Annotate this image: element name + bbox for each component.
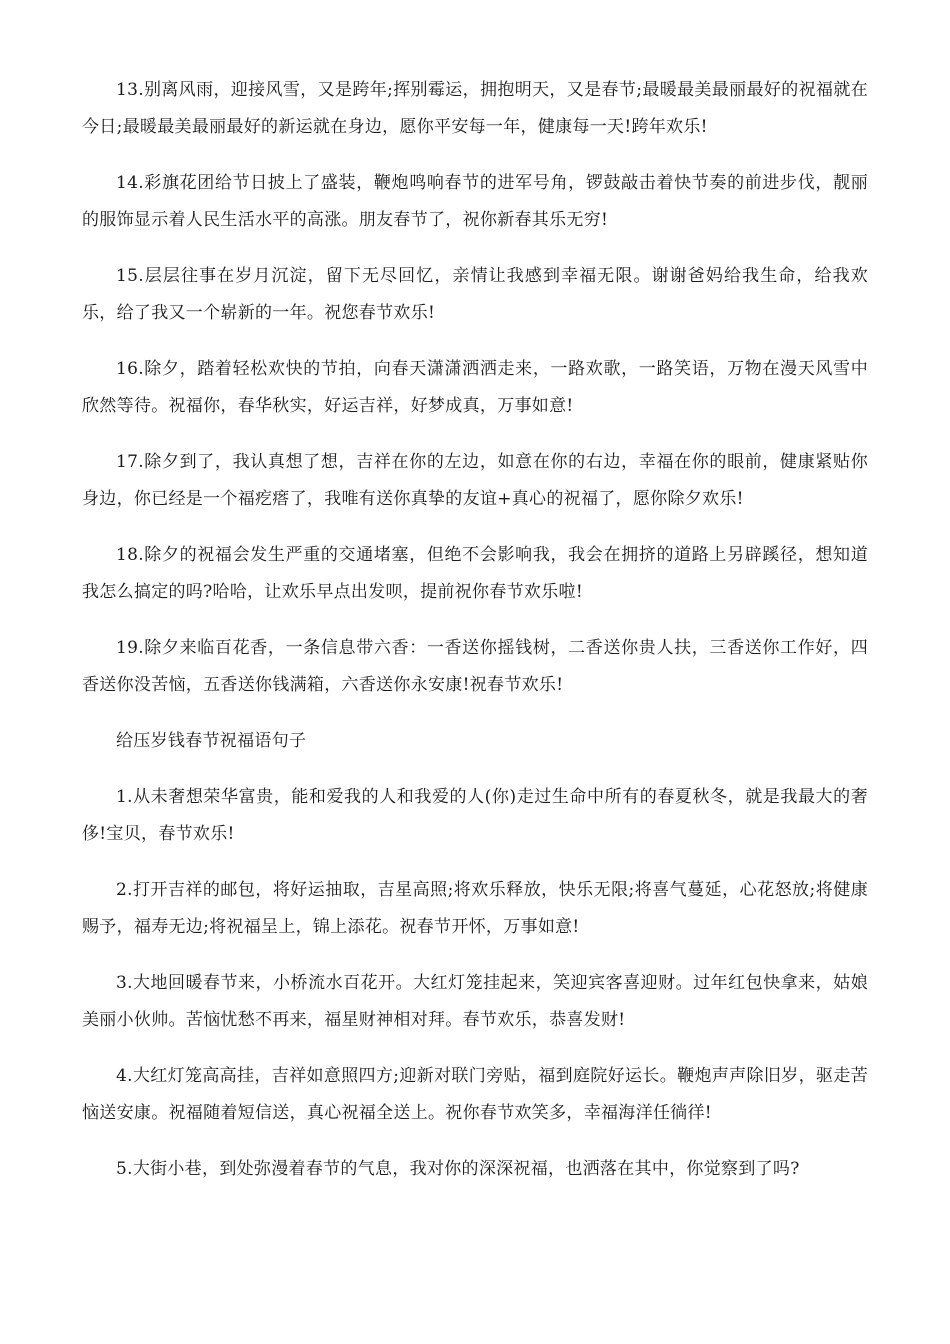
paragraph-5: 5.大街小巷，到处弥漫着春节的气息，我对你的深深祝福，也洒落在其中，你觉察到了吗? — [116, 1159, 800, 1179]
paragraph-1: 1.从未奢想荣华富贵，能和爱我的人和我爱的人(你)走过生命中所有的春夏秋冬，就是我最大的奢侈!宝贝，春节欢乐! — [82, 787, 868, 844]
paragraph-16: 16.除夕，踏着轻松欢快的节拍，向春天潇潇洒洒走来，一路欢歌，一路笑语，万物在漫天风雪中欣然等待。祝福你，春华秋实，好运吉祥，好梦成真，万事如意! — [82, 359, 868, 416]
paragraph-4: 4.大红灯笼高高挂，吉祥如意照四方;迎新对联门旁贴，福到庭院好运长。鞭炮声声除旧岁，驱走苦恼送安康。祝福随着短信送，真心祝福全送上。祝你春节欢笑多，幸福海洋任徜徉! — [82, 1066, 868, 1123]
paragraph-15: 15.层层往事在岁月沉淀，留下无尽回忆，亲情让我感到幸福无限。谢谢爸妈给我生命，给我欢乐，给了我又一个崭新的一年。祝您春节欢乐! — [82, 266, 868, 323]
paragraph-13: 13.别离风雨，迎接风雪，又是跨年;挥别霉运，拥抱明天，又是春节;最暖最美最丽最好的祝福就在今日;最暖最美最丽最好的新运就在身边，愿你平安每一年，健康每一天!跨年欢乐! — [82, 80, 868, 137]
paragraph-17: 17.除夕到了，我认真想了想，吉祥在你的左边，如意在你的右边，幸福在你的眼前，健康紧贴你身边，你已经是一个福疙瘩了，我唯有送你真挚的友谊+真心的祝福了，愿你除夕欢乐! — [82, 452, 868, 509]
paragraph-14: 14.彩旗花团给节日披上了盛装，鞭炮鸣响春节的进军号角，锣鼓敲击着快节奏的前进步伐，靓丽的服饰显示着人民生活水平的高涨。朋友春节了，祝你新春其乐无穷! — [82, 173, 868, 230]
paragraph-3: 3.大地回暖春节来，小桥流水百花开。大红灯笼挂起来，笑迎宾客喜迎财。过年红包快拿来，姑娘美丽小伙帅。苦恼忧愁不再来，福星财神相对拜。春节欢乐，恭喜发财! — [82, 973, 868, 1030]
paragraph-2: 2.打开吉祥的邮包，将好运抽取，吉星高照;将欢乐释放，快乐无限;将喜气蔓延，心花怒放;将健康赐予，福寿无边;将祝福呈上，锦上添花。祝春节开怀，万事如意! — [82, 880, 868, 937]
document-body — [82, 72, 868, 1207]
paragraph-18: 18.除夕的祝福会发生严重的交通堵塞，但绝不会影响我，我会在拥挤的道路上另辟蹊径，想知道我怎么搞定的吗?哈哈，让欢乐早点出发呗，提前祝你春节欢乐啦! — [82, 545, 868, 602]
paragraph-19: 19.除夕来临百花香，一条信息带六香：一香送你摇钱树，二香送你贵人扶，三香送你工作好，四香送你没苦恼，五香送你钱满箱，六香送你永安康!祝春节欢乐! — [82, 638, 868, 695]
section-heading: 给压岁钱春节祝福语句子 — [116, 731, 307, 751]
